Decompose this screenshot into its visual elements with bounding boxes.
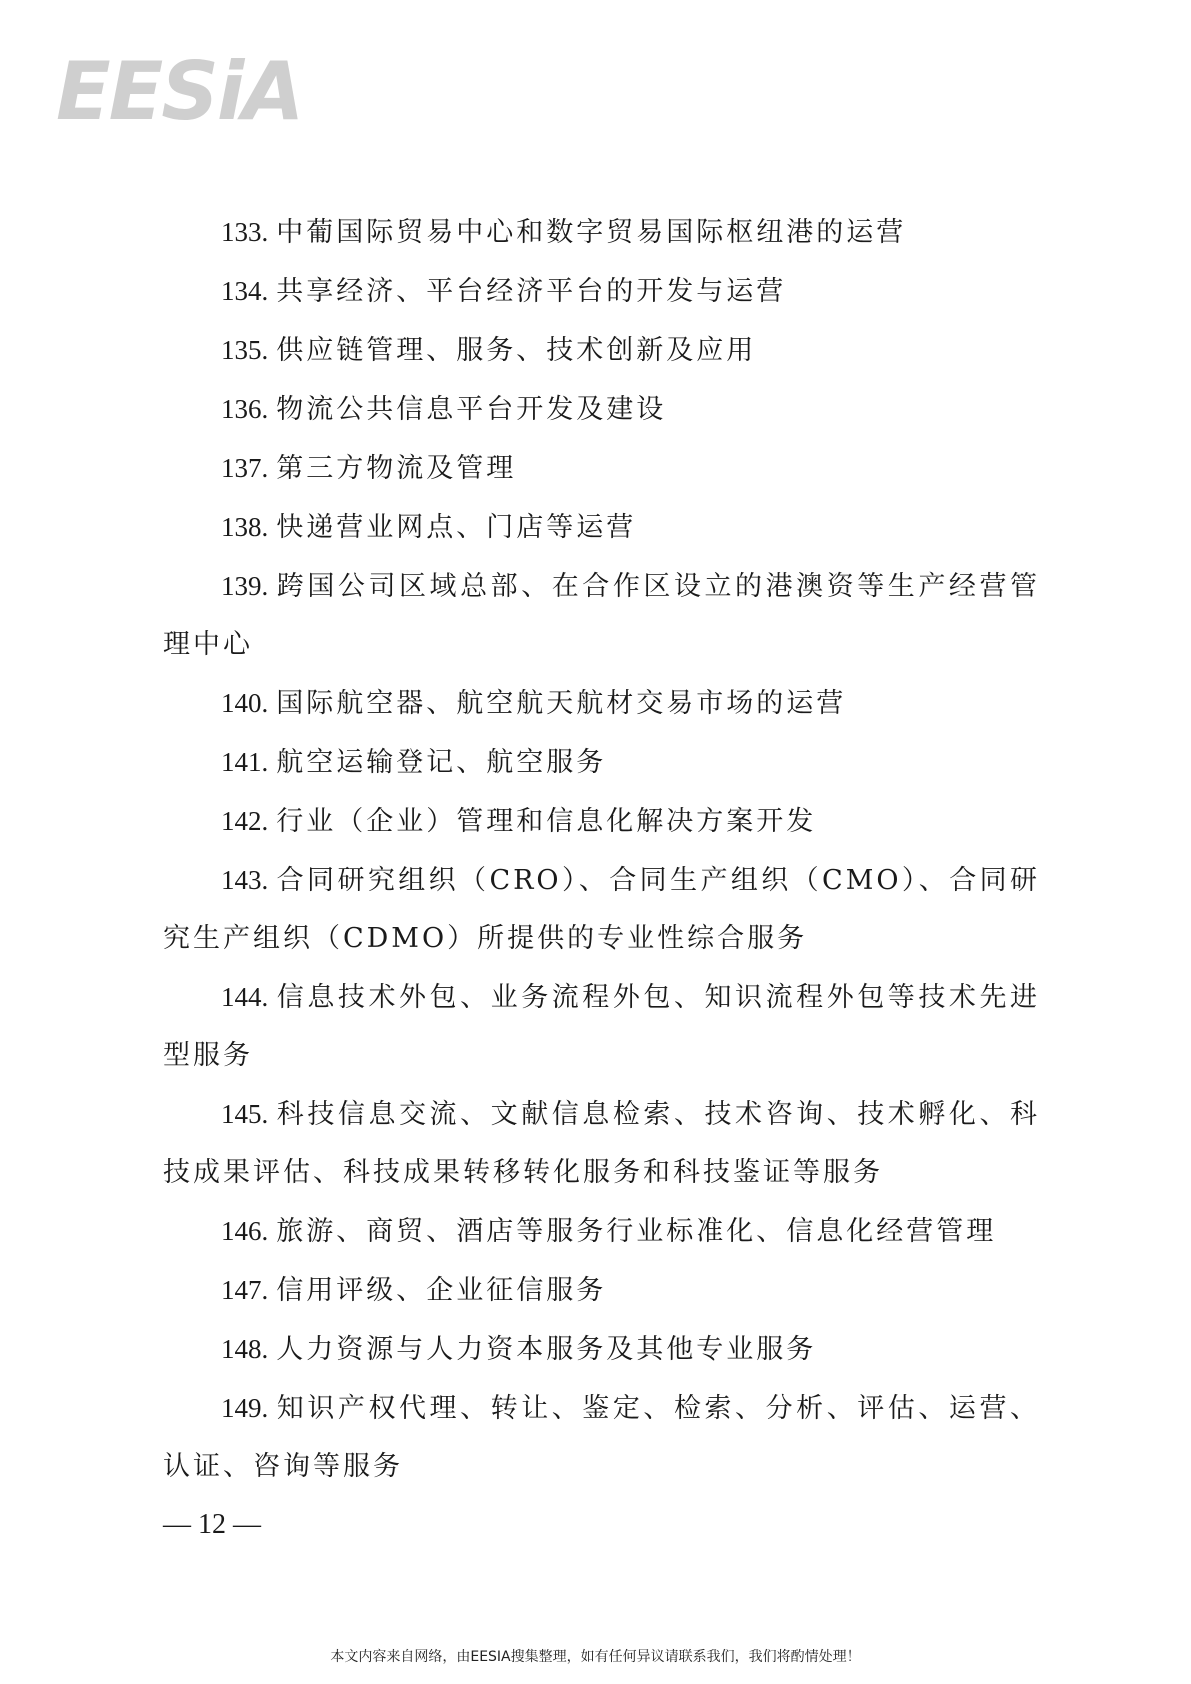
item-text: 行业（企业）管理和信息化解决方案开发 [276,806,817,837]
item-number: 135. [221,335,269,365]
list-item [163,439,1040,498]
item-text: 人力资源与人力资本服务及其他专业服务 [276,1334,817,1365]
list-item [163,380,1040,439]
eesia-logo: EESiA [56,45,303,138]
item-number: 146. [221,1216,269,1246]
footer-disclaimer: 本文内容来自网络，由EESIA搜集整理，如有任何异议请联系我们，我们将酌情处理！ [330,1649,861,1665]
item-number: 138. [221,512,269,542]
item-text: 共享经济、平台经济平台的开发与运营 [276,276,787,307]
list-item [163,674,1040,733]
item-text: 跨国公司区域总部、在合作区设立的港澳资等生产经营管理中心 [163,571,1040,660]
document-body [163,203,1040,1496]
list-item [163,557,1040,674]
list-item [163,1202,1040,1261]
item-text: 知识产权代理、转让、鉴定、检索、分析、评估、运营、认证、咨询等服务 [163,1393,1040,1482]
item-number: 145. [221,1099,269,1129]
list-item [163,1261,1040,1320]
list-item [163,321,1040,380]
item-number: 147. [221,1275,269,1305]
item-text: 科技信息交流、文献信息检索、技术咨询、技术孵化、科技成果评估、科技成果转移转化服务和科技鉴证等服务 [163,1099,1040,1188]
list-item [163,851,1040,968]
item-number: 144. [221,982,269,1012]
list-item [163,968,1040,1085]
list-item [163,733,1040,792]
item-text: 航空运输登记、航空服务 [276,747,607,778]
item-number: 148. [221,1334,269,1364]
list-item [163,792,1040,851]
list-item [163,203,1040,262]
item-number: 141. [221,747,269,777]
item-number: 134. [221,276,269,306]
item-number: 142. [221,806,269,836]
item-text: 中葡国际贸易中心和数字贸易国际枢纽港的运营 [276,217,907,248]
item-number: 143. [221,865,269,895]
list-item [163,1085,1040,1202]
item-number: 149. [221,1393,269,1423]
list-item [163,262,1040,321]
item-text: 旅游、商贸、酒店等服务行业标准化、信息化经营管理 [276,1216,997,1247]
item-text: 信息技术外包、业务流程外包、知识流程外包等技术先进型服务 [163,982,1040,1071]
page-number: — 12 — [163,1509,261,1540]
item-number: 140. [221,688,269,718]
item-text: 供应链管理、服务、技术创新及应用 [276,335,757,366]
item-number: 136. [221,394,269,424]
item-text: 第三方物流及管理 [276,453,517,484]
list-item [163,498,1040,557]
item-text: 国际航空器、航空航天航材交易市场的运营 [276,688,847,719]
item-number: 139. [221,571,269,601]
item-text: 信用评级、企业征信服务 [276,1275,607,1306]
list-item [163,1379,1040,1496]
item-text: 物流公共信息平台开发及建设 [276,394,667,425]
item-number: 133. [221,217,269,247]
item-text: 快递营业网点、门店等运营 [276,512,637,543]
item-number: 137. [221,453,269,483]
item-text: 合同研究组织（CRO）、合同生产组织（CMO）、合同研究生产组织（CDMO）所提供的专业性综合服务 [163,865,1040,954]
list-item [163,1320,1040,1379]
